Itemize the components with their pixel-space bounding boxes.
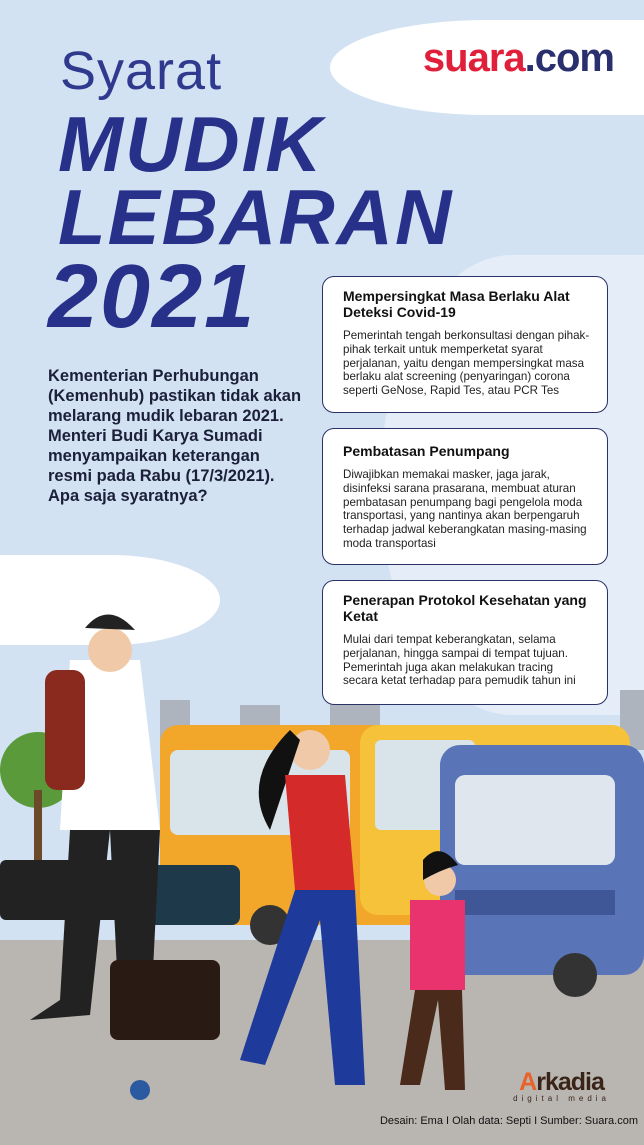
man-head <box>88 628 132 672</box>
backpack <box>45 670 85 790</box>
requirement-card <box>322 580 608 705</box>
woman-shirt <box>285 775 355 890</box>
card-body: Mulai dari tempat keberangkatan, selama perjalanan, hingga sampai di tempat tujuan. Pemerintah juga akan melakukan tracing secara ketat terhadap para pemudik tahun ini <box>343 633 576 688</box>
title-year: 2021 <box>48 247 257 347</box>
card-title: Penerapan Protokol Kesehatan yang Ketat <box>343 592 587 624</box>
bus-windshield <box>455 775 615 865</box>
suara-logo: suara.com <box>422 36 614 80</box>
requirement-card <box>322 428 608 565</box>
bag-wheel <box>130 1080 150 1100</box>
tree-trunk <box>34 790 42 860</box>
intro-paragraph-1: Kementerian Perhubungan (Kemenhub) pastikan tidak akan melarang mudik lebaran 2021. <box>48 367 302 425</box>
credit-text: Desain: Ema I Olah data: Septi I Sumber: Suara.com <box>379 1115 638 1127</box>
card-body: Pemerintah tengah berkonsultasi dengan pihak-pihak terkait untuk memperketat syarat perjalanan, yaitu dengan mempersingkat masa berlaku alat screening (penyaringan) corona seperti GeNose, Rapid Tes, atau PCR Tes <box>343 329 590 398</box>
requirement-card <box>322 276 608 413</box>
rolling-bag <box>110 960 220 1040</box>
card-title: Pembatasan Penumpang <box>343 443 510 459</box>
title-small: Syarat <box>60 41 223 101</box>
card-title: Mempersingkat Masa Berlaku Alat Deteksi Covid-19 <box>343 288 570 320</box>
arkadia-logo: Arkadia digital media <box>513 1068 610 1103</box>
card-body: Diwajibkan memakai masker, jaga jarak, disinfeksi sarana prasarana, membuat aturan pembatasan penumpang bagi pengelola moda transportasi, yang nantinya akan berpengaruh terhadap jadwal keberangkatan masing-masing moda transportasi <box>343 468 587 550</box>
bus-grille <box>455 890 615 915</box>
child-shirt <box>410 900 465 990</box>
bus-wheel <box>553 953 597 997</box>
hat <box>85 614 135 630</box>
title-mudik: MUDIK <box>58 100 324 188</box>
intro-paragraph-2: Menteri Budi Karya Sumadi menyampaikan keterangan resmi pada Rabu (17/3/2021). Apa saja syaratnya? <box>48 427 275 505</box>
title-lebaran: LEBARAN <box>58 173 454 261</box>
